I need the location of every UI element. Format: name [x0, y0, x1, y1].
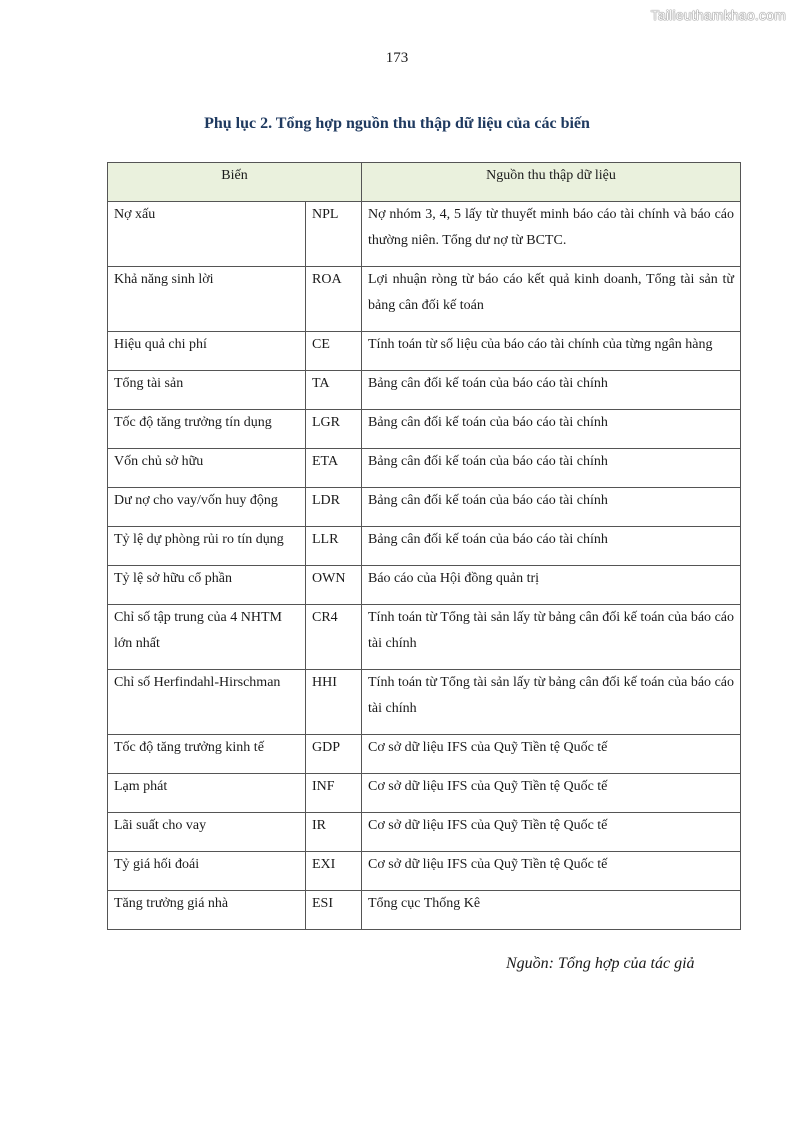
variable-code: TA: [306, 371, 362, 410]
page-number: 173: [385, 50, 409, 66]
table-row: [108, 670, 741, 735]
variable-code: INF: [306, 774, 362, 813]
variable-code: EXI: [306, 852, 362, 891]
data-source: Cơ sở dữ liệu IFS của Quỹ Tiền tệ Quốc tế: [362, 774, 741, 813]
variable-code: IR: [306, 813, 362, 852]
variable-name: Dư nợ cho vay/vốn huy động: [108, 488, 306, 527]
variable-code: CR4: [306, 605, 362, 670]
variable-name: Tăng trưởng giá nhà: [108, 891, 306, 930]
variable-name: Tỷ lệ sở hữu cổ phần: [108, 566, 306, 605]
table-row: [108, 813, 741, 852]
table-row: [108, 527, 741, 566]
variable-code: ESI: [306, 891, 362, 930]
variable-code: LLR: [306, 527, 362, 566]
watermark: Tailieuthamkhao.com: [650, 7, 786, 23]
variable-name: Tỷ lệ dự phòng rủi ro tín dụng: [108, 527, 306, 566]
table-row: [108, 566, 741, 605]
variable-name: Chỉ số Herfindahl-Hirschman: [108, 670, 306, 735]
table-row: [108, 735, 741, 774]
table-row: [108, 605, 741, 670]
variable-code: LDR: [306, 488, 362, 527]
variable-code: NPL: [306, 202, 362, 267]
table-row: [108, 891, 741, 930]
variable-name: Lãi suất cho vay: [108, 813, 306, 852]
data-source: Bảng cân đối kế toán của báo cáo tài chính: [362, 488, 741, 527]
variable-code: ROA: [306, 267, 362, 332]
data-source: Cơ sở dữ liệu IFS của Quỹ Tiền tệ Quốc tế: [362, 735, 741, 774]
data-source: Cơ sở dữ liệu IFS của Quỹ Tiền tệ Quốc tế: [362, 852, 741, 891]
variable-code: CE: [306, 332, 362, 371]
data-source: Bảng cân đối kế toán của báo cáo tài chính: [362, 449, 741, 488]
variable-code: HHI: [306, 670, 362, 735]
variable-name: Chỉ số tập trung của 4 NHTM lớn nhất: [108, 605, 306, 670]
data-source: Tính toán từ Tổng tài sản lấy từ bảng cân đối kế toán của báo cáo tài chính: [362, 605, 741, 670]
table-row: [108, 267, 741, 332]
data-source: Cơ sở dữ liệu IFS của Quỹ Tiền tệ Quốc tế: [362, 813, 741, 852]
data-source: Tính toán từ Tổng tài sản lấy từ bảng cân đối kế toán của báo cáo tài chính: [362, 670, 741, 735]
variable-name: Vốn chủ sở hữu: [108, 449, 306, 488]
variable-name: Tốc độ tăng trưởng tín dụng: [108, 410, 306, 449]
table-row: [108, 410, 741, 449]
header-source: Nguồn thu thập dữ liệu: [362, 163, 741, 202]
table-row: [108, 332, 741, 371]
variable-code: GDP: [306, 735, 362, 774]
table-row: [108, 488, 741, 527]
variable-name: Khả năng sinh lời: [108, 267, 306, 332]
variable-name: Tỷ giá hối đoái: [108, 852, 306, 891]
table-row: [108, 371, 741, 410]
variable-name: Hiệu quả chi phí: [108, 332, 306, 371]
data-source: Nợ nhóm 3, 4, 5 lấy từ thuyết minh báo cáo tài chính và báo cáo thường niên. Tổng dư nợ từ BCTC.: [362, 202, 741, 267]
data-source: Bảng cân đối kế toán của báo cáo tài chính: [362, 527, 741, 566]
data-source: Báo cáo của Hội đồng quản trị: [362, 566, 741, 605]
variable-code: LGR: [306, 410, 362, 449]
variable-name: Lạm phát: [108, 774, 306, 813]
variable-code: ETA: [306, 449, 362, 488]
variable-name: Tốc độ tăng trưởng kinh tế: [108, 735, 306, 774]
table-row: [108, 449, 741, 488]
data-source: Tính toán từ số liệu của báo cáo tài chính của từng ngân hàng: [362, 332, 741, 371]
variable-name: Nợ xấu: [108, 202, 306, 267]
variable-code: OWN: [306, 566, 362, 605]
source-note: Nguồn: Tổng hợp của tác giả: [506, 955, 695, 972]
variable-name: Tổng tài sản: [108, 371, 306, 410]
table-header-row: [108, 163, 741, 202]
data-source: Tổng cục Thống Kê: [362, 891, 741, 930]
header-variable: Biến: [108, 163, 362, 202]
data-source: Bảng cân đối kế toán của báo cáo tài chính: [362, 371, 741, 410]
table-row: [108, 852, 741, 891]
table-row: [108, 202, 741, 267]
data-source: Lợi nhuận ròng từ báo cáo kết quả kinh doanh, Tổng tài sản từ bảng cân đối kế toán: [362, 267, 741, 332]
variables-table: [107, 162, 741, 930]
page-title: Phụ lục 2. Tổng hợp nguồn thu thập dữ liệu của các biến: [204, 115, 590, 132]
table-row: [108, 774, 741, 813]
data-source: Bảng cân đối kế toán của báo cáo tài chính: [362, 410, 741, 449]
